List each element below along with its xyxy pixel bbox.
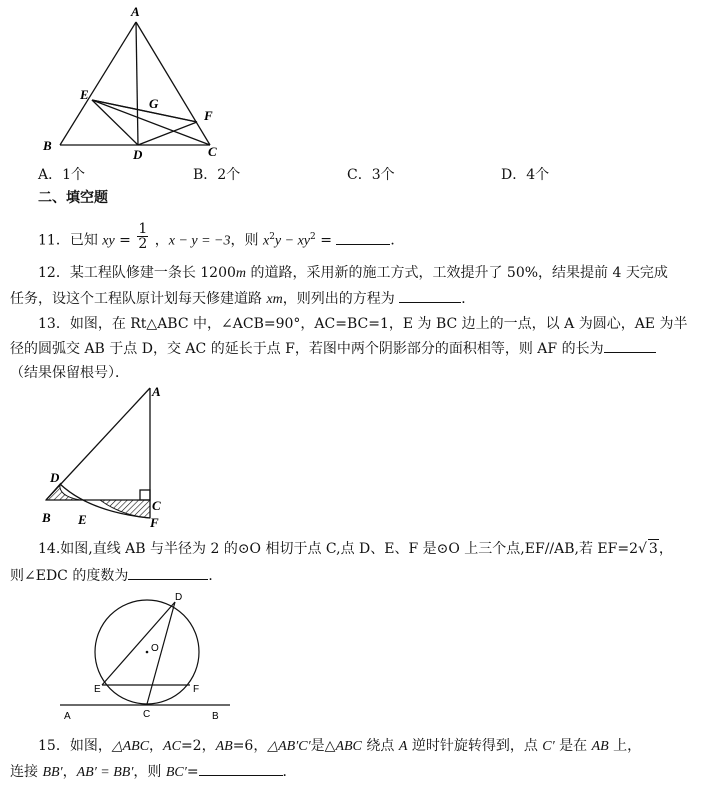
fig1-label-D: D — [133, 147, 143, 160]
triangle-figure-1 — [30, 0, 250, 160]
fig2-label-E: E — [78, 512, 87, 527]
fig2-label-F: F — [150, 515, 159, 530]
fig1-label-B: B — [43, 138, 52, 153]
fig2-label-A: A — [152, 384, 161, 399]
fig3-label-B: B — [212, 711, 219, 722]
fig3-label-A: A — [64, 711, 71, 722]
question-15-line1: 15．如图，△ABC，AC=2，AB=6，△AB′C′是△ABC 绕点 A 逆时针旋转得到，点 C′ 是在 AB 上， — [38, 738, 642, 754]
fig1-label-G: G — [149, 96, 159, 111]
answer-blank-11[interactable] — [336, 232, 390, 245]
triangle-figure-2 — [30, 382, 180, 532]
answer-blank-13[interactable] — [604, 340, 656, 353]
fig1-label-C: C — [208, 144, 217, 159]
option-a: A．1个 — [38, 167, 86, 183]
question-13-line2: 径的圆弧交 AB 于点 D，交 AC 的延长于点 F，若图中两个阴影部分的面积相等，则 AF 的长为 — [10, 340, 656, 358]
section-heading: 二、填空题 — [38, 190, 108, 206]
option-c: C．3个 — [347, 167, 395, 183]
fig1-label-E: E — [80, 87, 89, 102]
fig3-label-F: F — [193, 684, 200, 695]
circle-figure-3 — [50, 588, 250, 728]
question-14-line1: 14.如图,直线 AB 与半径为 2 的⊙O 相切于点 C,点 D、E、F 是⊙O 上三个点,EF//AB,若 EF=2√ 3， — [38, 541, 673, 557]
fig1-label-A: A — [131, 4, 140, 19]
answer-blank-14[interactable] — [128, 567, 208, 580]
answer-blank-15[interactable] — [199, 763, 283, 776]
fig1-label-F: F — [204, 108, 213, 123]
fig3-label-D: D — [175, 592, 183, 603]
fig2-label-B: B — [42, 510, 51, 525]
answer-blank-12[interactable] — [399, 290, 461, 303]
fig3-label-O: O — [151, 643, 159, 654]
question-13-line1: 13．如图，在 Rt△ABC 中，∠ACB=90°，AC=BC=1，E 为 BC 边上的一点，以 A 为圆心，AE 为半 — [38, 316, 688, 332]
question-11: 11．已知 xy = $\frac{1}{2}$ ，x − y = −3，则 $x^2y - xy^2$ = ． — [38, 221, 405, 253]
option-b: B．2个 — [193, 167, 241, 183]
question-14-line2: 则∠EDC 的度数为 ． — [10, 568, 223, 584]
question-12-line1: 12．某工程队修建一条长 1200m 的道路，采用新的施工方式，工效提升了 50%，结果提前 4 天完成 — [38, 265, 668, 281]
option-d: D．4个 — [501, 167, 550, 183]
fig3-label-E: E — [94, 684, 101, 695]
fig2-label-D: D — [50, 470, 60, 485]
question-15-line2: 连接 BB′，AB′ = BB′，则 BC′= ． — [10, 764, 297, 780]
fig2-label-C: C — [152, 498, 161, 513]
question-12-line2: 任务，设这个工程队原计划每天修建道路 xm，则列出的方程为 ． — [10, 291, 476, 307]
fig3-label-C: C — [143, 709, 151, 720]
question-13-line3: （结果保留根号）． — [10, 365, 129, 381]
